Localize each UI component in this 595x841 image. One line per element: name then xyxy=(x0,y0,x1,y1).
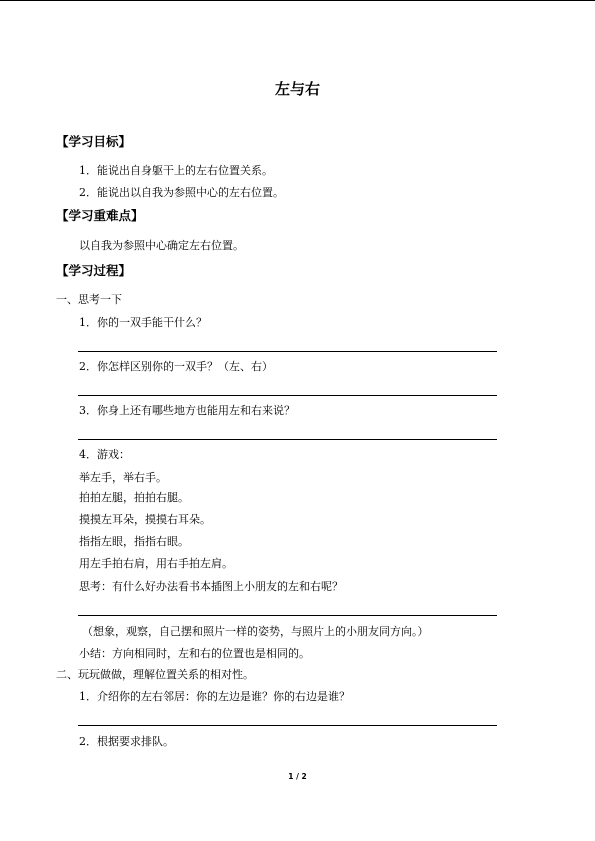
heading-learning-goals: 【学习目标】 xyxy=(56,134,132,149)
page-top-border xyxy=(0,0,595,1)
heading-key-points: 【学习重难点】 xyxy=(56,208,144,223)
part2-question-2: 2．根据要求排队。 xyxy=(79,735,174,748)
answer-line-3 xyxy=(78,439,497,440)
part1-question-1: 1．你的一双手能干什么？ xyxy=(79,316,207,329)
page-title: 左与右 xyxy=(274,80,320,98)
game-line: 用左手拍右肩，用右手拍左肩。 xyxy=(79,557,233,570)
game-line: 举左手，举右手。 xyxy=(79,471,167,484)
answer-line-5 xyxy=(78,725,497,726)
summary-text: 小结：方向相同时，左和右的位置也是相同的。 xyxy=(79,647,310,660)
game-line: 拍拍左腿，拍拍右腿。 xyxy=(79,491,189,504)
part1-title: 一、思考一下 xyxy=(56,293,122,306)
answer-line-4 xyxy=(78,615,497,616)
page-number: 1 / 2 xyxy=(288,772,307,781)
goal-item-1: 1．能说出自身躯干上的左右位置关系。 xyxy=(79,164,273,177)
part1-question-3: 3．你身上还有哪些地方也能用左和右来说？ xyxy=(79,404,295,417)
answer-line-2 xyxy=(78,395,497,396)
answer-line-1 xyxy=(78,351,497,352)
heading-learning-process: 【学习过程】 xyxy=(56,263,132,278)
part1-question-4: 4．游戏： xyxy=(79,448,130,461)
think-hint: （想象，观察，自己摆和照片一样的姿势，与照片上的小朋友同方向。） xyxy=(82,625,429,638)
key-points-text: 以自我为参照中心确定左右位置。 xyxy=(79,239,244,252)
game-line: 指指左眼，指指右眼。 xyxy=(79,535,189,548)
game-line: 摸摸左耳朵，摸摸右耳朵。 xyxy=(79,513,211,526)
goal-item-2: 2．能说出以自我为参照中心的左右位置。 xyxy=(79,186,284,199)
part2-question-1: 1．介绍你的左右邻居：你的左边是谁？你的右边是谁？ xyxy=(79,690,350,703)
part1-question-2: 2．你怎样区别你的一双手？（左、右） xyxy=(79,360,273,373)
part2-title: 二、玩玩做做，理解位置关系的相对性。 xyxy=(56,668,254,681)
think-question: 思考：有什么好办法看书本插图上小朋友的左和右呢？ xyxy=(79,580,343,593)
